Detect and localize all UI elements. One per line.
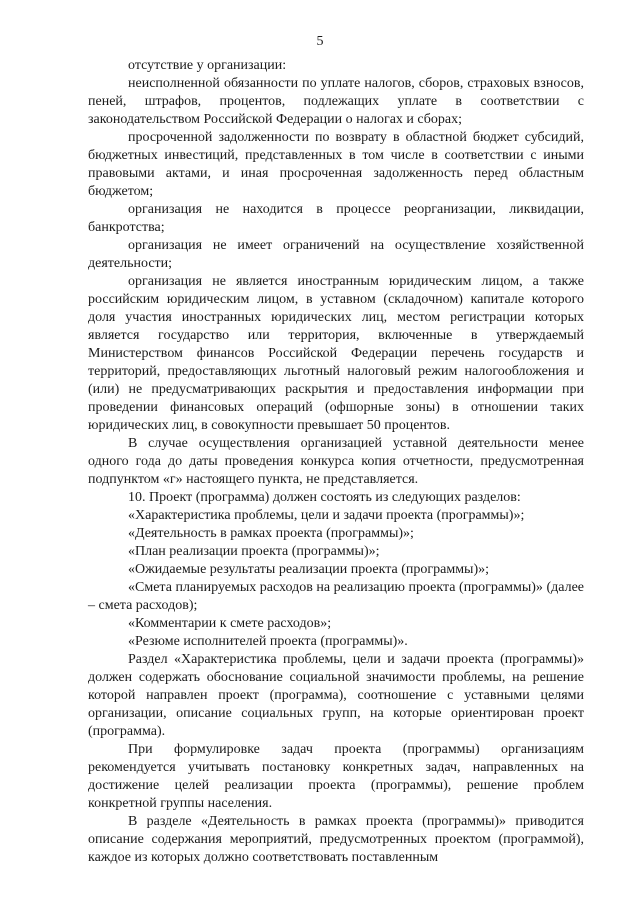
- paragraph: отсутствие у организации:: [128, 58, 287, 73]
- paragraph: организация не имеет ограничений на осуществление хозяйственной деятельности;: [88, 238, 584, 271]
- list-item: «Характеристика проблемы, цели и задачи проекта (программы)»;: [128, 508, 525, 523]
- paragraph: В случае осуществления организацией уставной деятельности менее одного года до даты проведения конкурса копия отчетности, предусмотренная подпунктом «г» настоящего пункта, не представляется.: [88, 436, 584, 487]
- list-item: «Комментарии к смете расходов»;: [128, 616, 332, 631]
- paragraph: Раздел «Характеристика проблемы, цели и задачи проекта (программы)» должен содержать обоснование социальной значимости проблемы, на решение которой направлен проект (программа), соотношение с уставными целями организации, описание социальных групп, на которые ориентирован проект (программа).: [88, 652, 584, 739]
- paragraph: организация не является иностранным юридическим лицом, а также российским юридическим лицом, в уставном (складочном) капитале которого доля участия иностранных юридических лиц, местом регистрации которых является государство или территория, включенные в утверждаемый Министерством финансов Российской Федерации перечень государств и территорий, предоставляющих льготный налоговый режим налогообложения и (или) не предусматривающих раскрытия и предоставления информации при проведении финансовых операций (офшорные зоны) в отношении таких юридических лиц, в совокупности превышает 50 процентов.: [88, 274, 584, 433]
- page-number: 5: [316, 34, 324, 49]
- paragraph: неисполненной обязанности по уплате налогов, сборов, страховых взносов, пеней, штрафов, процентов, подлежащих уплате в соответствии с законодательством Российской Федерации о налогах и сборах;: [88, 76, 584, 127]
- paragraph: 10. Проект (программа) должен состоять из следующих разделов:: [128, 490, 521, 505]
- document-body: [88, 57, 584, 867]
- list-item: «Смета планируемых расходов на реализацию проекта (программы)» (далее – смета расходов);: [88, 580, 584, 613]
- list-item: «Деятельность в рамках проекта (программы)»;: [128, 526, 414, 541]
- paragraph: просроченной задолженности по возврату в областной бюджет субсидий, бюджетных инвестиций, представленных в том числе в соответствии с иными правовыми актами, и иная просроченная задолженность перед областным бюджетом;: [88, 130, 584, 199]
- paragraph: При формулировке задач проекта (программы) организациям рекомендуется учитывать постановку конкретных задач, направленных на достижение целей реализации проекта (программы), решение проблем конкретной группы населения.: [88, 742, 584, 811]
- paragraph: организация не находится в процессе реорганизации, ликвидации, банкротства;: [88, 202, 584, 235]
- paragraph: В разделе «Деятельность в рамках проекта (программы)» приводится описание содержания мероприятий, предусмотренных проектом (программой), каждое из которых должно соответствовать поставленным: [88, 814, 584, 865]
- list-item: «Ожидаемые результаты реализации проекта (программы)»;: [128, 562, 490, 577]
- list-item: «Резюме исполнителей проекта (программы)».: [128, 634, 408, 649]
- list-item: «План реализации проекта (программы)»;: [128, 544, 380, 559]
